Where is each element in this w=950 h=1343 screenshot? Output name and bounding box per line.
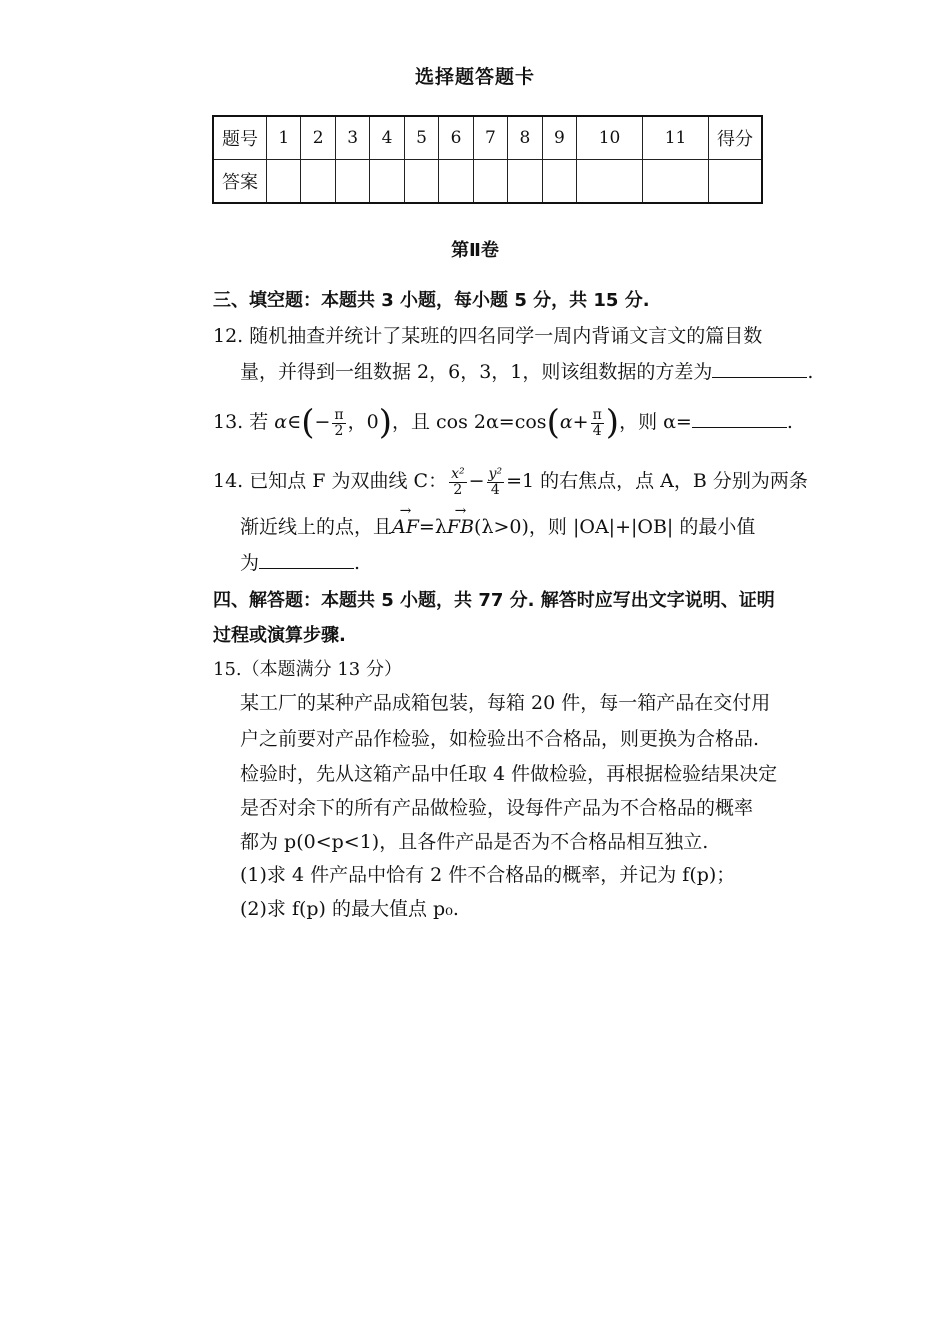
answer-cell[interactable] bbox=[335, 160, 369, 204]
section4-heading-line1: 四、解答题：本题共 5 小题，共 77 分. 解答时应写出文字说明、证明 bbox=[213, 590, 775, 611]
q15-head: 15.（本题满分 13 分） bbox=[213, 659, 402, 680]
answer-label: 答案 bbox=[213, 160, 267, 204]
fraction-numerator: x² bbox=[451, 465, 465, 482]
q14-end: . bbox=[354, 552, 361, 574]
fraction-denominator: 4 bbox=[490, 481, 500, 498]
q12-end: . bbox=[807, 361, 814, 383]
pi-over-2-fraction bbox=[332, 408, 345, 438]
q13-and-cos: ，且 cos 2α=cos bbox=[391, 411, 547, 433]
question-number-cell: 2 bbox=[301, 116, 335, 160]
q13-line bbox=[213, 401, 793, 443]
q14-line2a: 渐近线上的点，且 bbox=[240, 516, 393, 538]
question-number-cell: 8 bbox=[508, 116, 542, 160]
fraction-denominator: 2 bbox=[453, 481, 463, 498]
right-paren-icon: ) bbox=[605, 402, 620, 443]
q15-line: (2)求 f(p) 的最大值点 p₀. bbox=[240, 898, 459, 920]
answer-cell[interactable] bbox=[542, 160, 576, 204]
page-title: 选择题答题卡 bbox=[414, 66, 535, 88]
y2-over-4-fraction bbox=[487, 467, 505, 497]
answer-cell[interactable] bbox=[508, 160, 542, 204]
fraction-numerator: y² bbox=[488, 465, 503, 482]
q14-minus: − bbox=[468, 470, 485, 492]
question-number-cell: 5 bbox=[404, 116, 438, 160]
question-number-cell: 7 bbox=[473, 116, 507, 160]
answer-cell[interactable] bbox=[439, 160, 473, 204]
q14-line1 bbox=[213, 460, 808, 502]
score-cell[interactable] bbox=[709, 160, 763, 204]
q13-minus: − bbox=[314, 411, 331, 433]
question-number-cell: 1 bbox=[267, 116, 301, 160]
answer-cell[interactable] bbox=[370, 160, 404, 204]
q15-line: 都为 p(0<p<1)，且各件产品是否为不合格品相互独立. bbox=[240, 831, 709, 853]
q14-eq-lambda: =λ bbox=[418, 516, 447, 538]
q13-end: . bbox=[786, 411, 793, 433]
q12-text: 量，并得到一组数据 2，6，3，1，则该组数据的方差为 bbox=[240, 361, 713, 383]
answer-card-header-row bbox=[213, 116, 762, 160]
q14-answer-blank[interactable] bbox=[259, 554, 354, 569]
answer-card-table bbox=[212, 115, 763, 204]
q12-line1: 12. 随机抽查并统计了某班的四名同学一周内背诵文言文的篇目数 bbox=[213, 325, 763, 347]
answer-card-answer-row bbox=[213, 160, 762, 204]
q14-rest: =1 的右焦点，点 A，B 分别为两条 bbox=[506, 470, 808, 492]
q14-line3 bbox=[240, 554, 360, 573]
question-number-cell: 4 bbox=[370, 116, 404, 160]
fraction-denominator: 4 bbox=[592, 422, 602, 439]
fraction-numerator: π bbox=[592, 406, 602, 423]
left-paren-icon: ( bbox=[546, 402, 560, 443]
q15-line: 检验时，先从这箱产品中任取 4 件做检验，再根据检验结果决定 bbox=[240, 763, 778, 785]
q14-line2 bbox=[240, 518, 755, 537]
question-number-cell: 3 bbox=[335, 116, 369, 160]
answer-cell[interactable] bbox=[404, 160, 438, 204]
section4-heading-line2: 过程或演算步骤. bbox=[213, 625, 346, 646]
q13-zero: ，0 bbox=[347, 411, 379, 433]
q13-plus: + bbox=[572, 411, 589, 433]
answer-cell[interactable] bbox=[301, 160, 335, 204]
answer-cell[interactable] bbox=[473, 160, 507, 204]
q15-line: (1)求 4 件产品中恰有 2 件不合格品的概率，并记为 f(p)； bbox=[240, 864, 736, 886]
left-paren-icon: ( bbox=[301, 402, 315, 443]
q14-line3-text: 为 bbox=[240, 552, 260, 574]
q14-prefix: 14. 已知点 F 为双曲线 C： bbox=[213, 470, 448, 492]
answer-cell[interactable] bbox=[643, 160, 709, 204]
answer-cell[interactable] bbox=[267, 160, 301, 204]
pi-over-4-fraction bbox=[591, 408, 604, 438]
x2-over-2-fraction bbox=[449, 467, 467, 497]
right-paren-icon: ) bbox=[378, 402, 392, 443]
q15-line: 户之前要对产品作检验，如检验出不合格品，则更换为合格品. bbox=[240, 728, 760, 750]
q14-line2b: (λ>0)，则 |OA|+|OB| 的最小值 bbox=[474, 516, 756, 538]
q13-alpha: α bbox=[559, 411, 573, 433]
q13-prefix: 13. 若 bbox=[213, 411, 275, 433]
q13-alpha: α bbox=[274, 411, 288, 433]
vector-fb: → FB bbox=[447, 518, 474, 537]
fraction-numerator: π bbox=[334, 406, 344, 423]
section3-heading: 三、填空题：本题共 3 小题，每小题 5 分，共 15 分. bbox=[213, 290, 650, 311]
score-label: 得分 bbox=[709, 116, 763, 160]
q13-in: ∈ bbox=[287, 411, 302, 433]
q12-answer-blank[interactable] bbox=[712, 363, 807, 378]
answer-cell[interactable] bbox=[577, 160, 643, 204]
question-number-cell: 10 bbox=[577, 116, 643, 160]
q15-line: 是否对余下的所有产品做检验，设每件产品为不合格品的概率 bbox=[240, 797, 754, 819]
q13-then: ，则 α= bbox=[619, 411, 692, 433]
q15-line: 某工厂的某种产品成箱包装，每箱 20 件，每一箱产品在交付用 bbox=[240, 692, 771, 714]
question-number-cell: 11 bbox=[643, 116, 709, 160]
q13-answer-blank[interactable] bbox=[692, 413, 787, 428]
question-number-cell: 9 bbox=[542, 116, 576, 160]
q12-line2 bbox=[240, 363, 813, 382]
vector-af: → AF bbox=[392, 518, 419, 537]
volume-title: 第Ⅱ卷 bbox=[451, 240, 499, 261]
question-number-label: 题号 bbox=[213, 116, 267, 160]
question-number-cell: 6 bbox=[439, 116, 473, 160]
fraction-denominator: 2 bbox=[334, 422, 344, 439]
